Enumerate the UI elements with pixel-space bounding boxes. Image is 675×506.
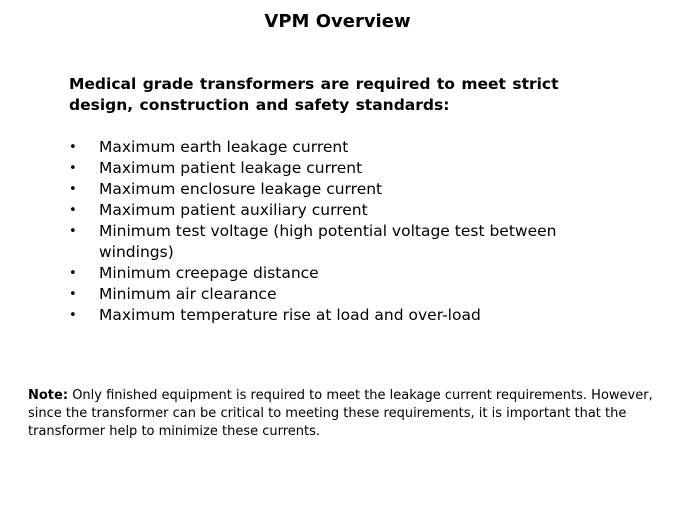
list-item	[69, 305, 589, 326]
bullet-icon: •	[69, 266, 77, 281]
list-item-text: Maximum enclosure leakage current	[99, 180, 383, 198]
bullet-icon: •	[69, 287, 77, 302]
bullet-icon: •	[69, 308, 77, 323]
list-item-text: Minimum air clearance	[99, 285, 277, 303]
note-text: Only finished equipment is required to meet the leakage current requirements. However, since the transformer can be critical to meeting these requirements, it is important that the transformer help to minimize these currents.	[28, 388, 653, 439]
note-label: Note:	[28, 388, 69, 403]
bullet-icon: •	[69, 140, 77, 155]
bullet-icon: •	[69, 203, 77, 218]
bullet-icon: •	[69, 224, 77, 239]
list-item	[69, 284, 589, 305]
list-item	[69, 221, 589, 263]
list-item-text: Maximum earth leakage current	[99, 138, 349, 156]
list-item-text: Maximum patient leakage current	[99, 159, 363, 177]
slide-title: VPM Overview	[264, 11, 411, 32]
list-item	[69, 137, 589, 158]
list-item-text: Minimum test voltage (high potential voltage test between windings)	[99, 222, 557, 261]
intro-text: Medical grade transformers are required to meet strict design, construction and safety standards:	[69, 75, 559, 114]
bullet-icon: •	[69, 182, 77, 197]
list-item-text: Maximum patient auxiliary current	[99, 201, 368, 219]
list-item-text: Minimum creepage distance	[99, 264, 319, 282]
list-item	[69, 200, 589, 221]
standards-list	[69, 137, 589, 326]
list-item	[69, 263, 589, 284]
list-item	[69, 179, 589, 200]
list-item-text: Maximum temperature rise at load and over-load	[99, 306, 481, 324]
note-block	[28, 387, 658, 441]
list-item	[69, 158, 589, 179]
bullet-icon: •	[69, 161, 77, 176]
